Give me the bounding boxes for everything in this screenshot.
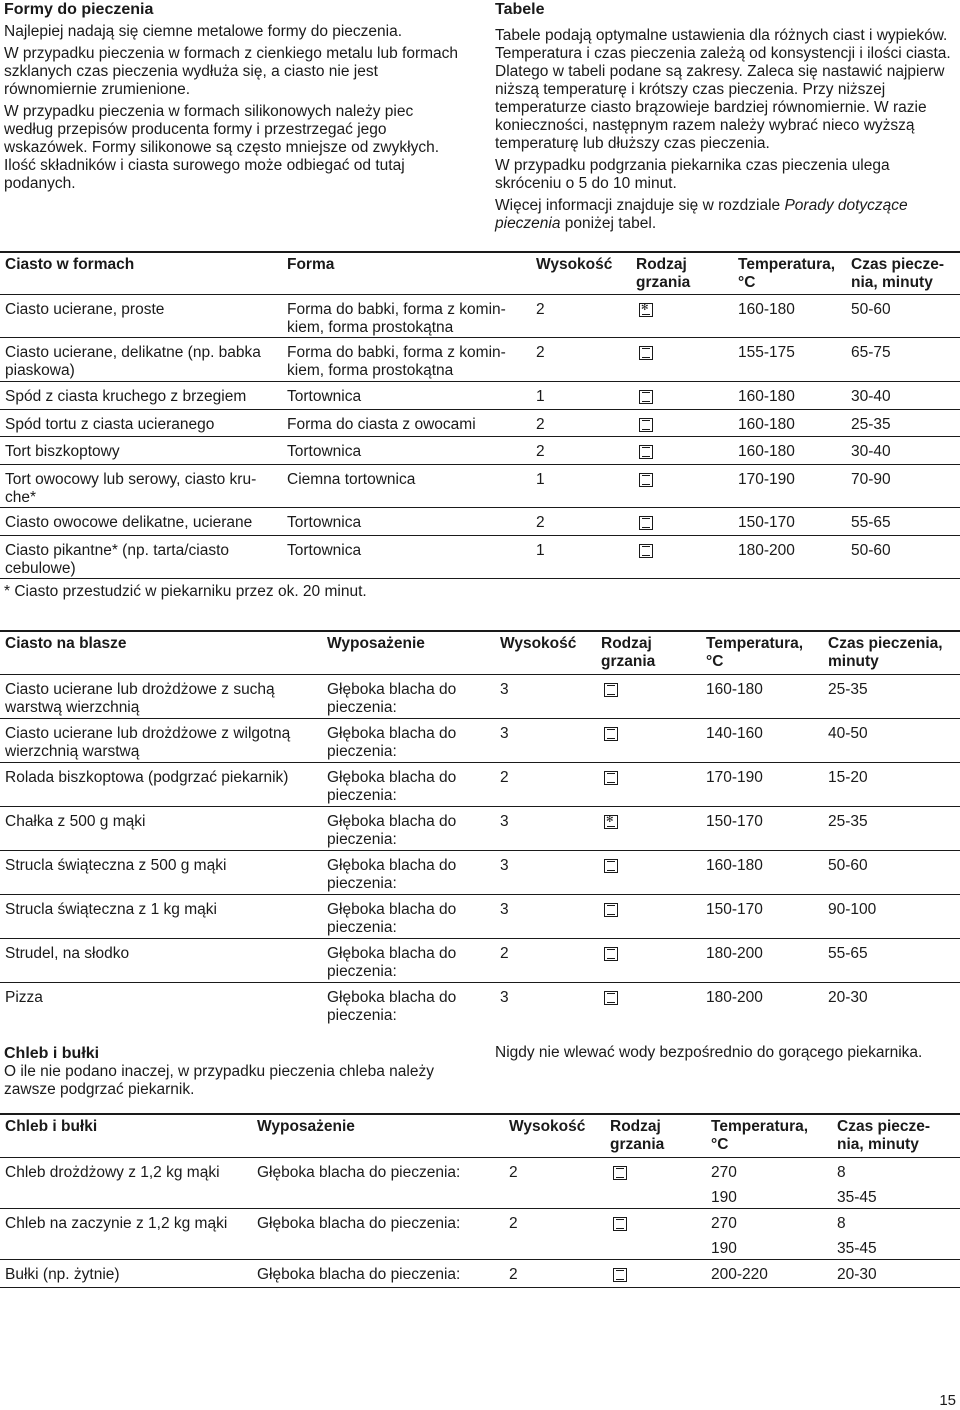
row-temperature: 140-160 — [706, 725, 763, 742]
row-time: 20-30 — [828, 989, 868, 1006]
row-level: 2 — [536, 344, 545, 361]
row-equipment: Głęboka blacha do pieczenia: — [257, 1266, 461, 1283]
row-name: Chałka z 500 g mąki — [5, 813, 146, 830]
table-rule — [0, 762, 960, 763]
column-header: Czas pieczenia, minuty — [828, 635, 943, 670]
column-header: Rodzaj grzania — [601, 635, 656, 670]
row-temperature: 190 — [711, 1189, 737, 1206]
column-header: Temperatura, °C — [738, 256, 836, 291]
warning-note: Nigdy nie wlewać wody bezpośrednio do gorącego piekarnika. — [495, 1044, 923, 1061]
row-temperature: 180-200 — [706, 989, 763, 1006]
row-level: 3 — [500, 725, 509, 742]
row-equipment: Głęboka blacha do pieczenia: — [327, 901, 457, 936]
column-header: Forma — [287, 256, 335, 273]
row-equipment: Tortownica — [287, 542, 362, 559]
row-level: 2 — [500, 945, 509, 962]
row-equipment: Forma do ciasta z owocami — [287, 416, 476, 433]
row-time: 15-20 — [828, 769, 868, 786]
row-level: 3 — [500, 901, 509, 918]
table-rule — [0, 718, 960, 719]
top-bottom-heat-icon — [639, 346, 653, 360]
table-rule — [0, 294, 960, 295]
row-name: Ciasto pikantne* (np. tarta/ciasto cebulowe) — [5, 542, 230, 577]
table-rule — [0, 982, 960, 983]
table-rule — [0, 1287, 960, 1288]
row-level: 3 — [500, 681, 509, 698]
paragraph: W przypadku podgrzania piekarnika czas pieczenia ulega skróceniu o 5 do 10 minut. — [495, 157, 890, 192]
hot-air-icon — [604, 815, 618, 829]
row-temperature: 190 — [711, 1240, 737, 1257]
table-rule — [0, 337, 960, 338]
top-bottom-heat-icon — [604, 903, 618, 917]
row-time: 25-35 — [851, 416, 891, 433]
row-name: Ciasto ucierane, proste — [5, 301, 165, 318]
table-rule — [0, 436, 960, 437]
baking-tins-section — [4, 0, 466, 193]
row-time: 35-45 — [837, 1189, 877, 1206]
row-time: 55-65 — [851, 514, 891, 531]
section-title: Chleb i bułki — [4, 1045, 100, 1062]
row-temperature: 160-180 — [738, 416, 795, 433]
section-title: Formy do pieczenia — [4, 1, 154, 18]
row-level: 3 — [500, 813, 509, 830]
row-temperature: 270 — [711, 1164, 737, 1181]
row-equipment: Głęboka blacha do pieczenia: — [327, 725, 457, 760]
table-rule — [0, 850, 960, 851]
row-temperature: 150-170 — [706, 813, 763, 830]
table-rule — [0, 806, 960, 807]
row-temperature: 180-200 — [738, 542, 795, 559]
row-level: 2 — [536, 416, 545, 433]
row-time: 40-50 — [828, 725, 868, 742]
row-name: Strucla świąteczna z 500 g mąki — [5, 857, 227, 874]
column-header: Czas piecze-nia, minuty — [851, 256, 945, 291]
row-level: 3 — [500, 857, 509, 874]
table-rule — [0, 578, 960, 579]
row-time: 25-35 — [828, 813, 868, 830]
row-name: Strudel, na słodko — [5, 945, 130, 962]
row-time: 90-100 — [828, 901, 877, 918]
row-temperature: 170-190 — [706, 769, 763, 786]
paragraph: W przypadku pieczenia w formach silikonowych należy piec według przepisów producenta formy i przestrzegać jego wskazówek. Formy silikonowe są często mniejsze od zwykłych. Ilość składników i ciasta surowego może odbiegać od tutaj podanych. — [4, 103, 439, 192]
row-time: 8 — [837, 1215, 846, 1232]
table-rule — [0, 409, 960, 410]
column-header: Ciasto w formach — [5, 256, 135, 273]
row-name: Tort biszkoptowy — [5, 443, 120, 460]
row-name: Chleb drożdżowy z 1,2 kg mąki — [5, 1164, 220, 1181]
table-rule — [0, 535, 960, 536]
row-equipment: Głęboka blacha do pieczenia: — [257, 1215, 461, 1232]
row-equipment: Tortownica — [287, 514, 362, 531]
row-level: 1 — [536, 388, 545, 405]
row-name: Ciasto ucierane, delikatne (np. babka piaskowa) — [5, 344, 261, 379]
row-level: 2 — [536, 514, 545, 531]
tables-section — [495, 0, 957, 233]
row-time: 65-75 — [851, 344, 891, 361]
row-level: 3 — [500, 989, 509, 1006]
row-time: 55-65 — [828, 945, 868, 962]
row-temperature: 150-170 — [738, 514, 795, 531]
top-bottom-heat-icon — [639, 516, 653, 530]
row-time: 70-90 — [851, 471, 891, 488]
top-bottom-heat-icon — [639, 544, 653, 558]
row-level: 1 — [536, 471, 545, 488]
top-bottom-heat-icon — [604, 727, 618, 741]
row-equipment: Głęboka blacha do pieczenia: — [327, 945, 457, 980]
table-rule — [0, 674, 960, 675]
row-temperature: 160-180 — [738, 388, 795, 405]
row-equipment: Głęboka blacha do pieczenia: — [327, 769, 457, 804]
row-temperature: 150-170 — [706, 901, 763, 918]
top-bottom-heat-icon — [604, 771, 618, 785]
table-rule — [0, 894, 960, 895]
paragraph: Tabele podają optymalne ustawienia dla różnych ciast i wypieków. Temperatura i czas pieczenia zależą od konsystencji i ilości ciasta. Dlatego w tabeli podane są zakresy. Zaleca się nastawić najpierw niższą temperaturę i krótszy czas pieczenia. Przy niższej temperaturze ciasto brązowieje bardziej równomiernie. W razie konieczności, następnym razem należy wybrać nieco wyższą temperaturę lub dłuższy czas pieczenia. — [495, 27, 951, 152]
section-title: Tabele — [495, 1, 545, 18]
row-name: Ciasto ucierane lub drożdżowe z suchą warstwą wierzchnią — [5, 681, 275, 716]
paragraph: Najlepiej nadają się ciemne metalowe formy do pieczenia. — [4, 23, 403, 40]
column-header: Chleb i bułki — [5, 1118, 98, 1135]
column-header: Wysokość — [536, 256, 613, 273]
column-header: Wysokość — [509, 1118, 586, 1135]
row-time: 35-45 — [837, 1240, 877, 1257]
row-time: 50-60 — [851, 301, 891, 318]
row-name: Spód tortu z ciasta ucieranego — [5, 416, 215, 433]
top-bottom-heat-icon — [604, 683, 618, 697]
column-header: Wyposażenie — [327, 635, 425, 652]
row-name: Ciasto owocowe delikatne, ucierane — [5, 514, 253, 531]
page-number: 15 — [939, 1392, 956, 1409]
row-equipment: Tortownica — [287, 443, 362, 460]
table-footnote: * Ciasto przestudzić w piekarniku przez ok. 20 minut. — [4, 583, 367, 600]
table-rule — [0, 251, 960, 253]
paragraph: Więcej informacji znajduje się w rozdziale Porady dotyczące pieczenia poniżej tabel. — [495, 197, 908, 232]
table-rule — [0, 630, 960, 632]
column-header: Temperatura, °C — [706, 635, 804, 670]
row-equipment: Głęboka blacha do pieczenia: — [327, 813, 457, 848]
row-level: 2 — [509, 1164, 518, 1181]
row-time: 30-40 — [851, 443, 891, 460]
row-name: Chleb na zaczynie z 1,2 kg mąki — [5, 1215, 228, 1232]
table-rule — [0, 1113, 960, 1115]
top-bottom-heat-icon — [604, 947, 618, 961]
top-bottom-heat-icon — [613, 1268, 627, 1282]
row-name: Ciasto ucierane lub drożdżowe z wilgotną wierzchnią warstwą — [5, 725, 291, 760]
row-equipment: Głęboka blacha do pieczenia: — [257, 1164, 461, 1181]
row-equipment: Głęboka blacha do pieczenia: — [327, 989, 457, 1024]
table-rule — [0, 938, 960, 939]
row-temperature: 160-180 — [706, 857, 763, 874]
column-header: Wysokość — [500, 635, 577, 652]
table-rule — [0, 381, 960, 382]
row-time: 8 — [837, 1164, 846, 1181]
row-level: 2 — [509, 1215, 518, 1232]
row-time: 30-40 — [851, 388, 891, 405]
row-level: 2 — [509, 1266, 518, 1283]
bread-section — [4, 1044, 474, 1099]
column-header: Rodzaj grzania — [610, 1118, 665, 1153]
paragraph: O ile nie podano inaczej, w przypadku pieczenia chleba należy zawsze podgrzać piekarnik. — [4, 1063, 434, 1098]
table-rule — [0, 1157, 960, 1158]
row-equipment: Forma do babki, forma z komin-kiem, forma prostokątna — [287, 301, 506, 336]
top-bottom-heat-icon — [613, 1217, 627, 1231]
hot-air-icon — [639, 303, 653, 317]
row-time: 20-30 — [837, 1266, 877, 1283]
row-time: 50-60 — [851, 542, 891, 559]
row-equipment: Forma do babki, forma z komin-kiem, forma prostokątna — [287, 344, 506, 379]
top-bottom-heat-icon — [639, 445, 653, 459]
top-bottom-heat-icon — [613, 1166, 627, 1180]
row-time: 25-35 — [828, 681, 868, 698]
top-bottom-heat-icon — [604, 991, 618, 1005]
row-temperature: 160-180 — [706, 681, 763, 698]
row-temperature: 270 — [711, 1215, 737, 1232]
row-equipment: Głęboka blacha do pieczenia: — [327, 857, 457, 892]
top-bottom-heat-icon — [639, 418, 653, 432]
row-temperature: 180-200 — [706, 945, 763, 962]
row-name: Spód z ciasta kruchego z brzegiem — [5, 388, 247, 405]
column-header: Czas piecze-nia, minuty — [837, 1118, 931, 1153]
row-temperature: 200-220 — [711, 1266, 768, 1283]
row-equipment: Głęboka blacha do pieczenia: — [327, 681, 457, 716]
column-header: Wyposażenie — [257, 1118, 355, 1135]
row-equipment: Ciemna tortownica — [287, 471, 416, 488]
top-bottom-heat-icon — [639, 473, 653, 487]
row-name: Rolada biszkoptowa (podgrzać piekarnik) — [5, 769, 289, 786]
row-temperature: 160-180 — [738, 301, 795, 318]
table-rule — [0, 507, 960, 508]
table-rule — [0, 1208, 960, 1209]
row-equipment: Tortownica — [287, 388, 362, 405]
column-header: Temperatura, °C — [711, 1118, 809, 1153]
row-temperature: 160-180 — [738, 443, 795, 460]
table-rule — [0, 1259, 960, 1260]
top-bottom-heat-icon — [639, 390, 653, 404]
paragraph: W przypadku pieczenia w formach z cienkiego metalu lub formach szklanych czas pieczenia wydłuża się, a ciasto nie jest równomiernie zrumienione. — [4, 45, 459, 98]
row-time: 50-60 — [828, 857, 868, 874]
row-level: 2 — [536, 443, 545, 460]
row-name: Bułki (np. żytnie) — [5, 1266, 120, 1283]
row-level: 1 — [536, 542, 545, 559]
row-name: Strucla świąteczna z 1 kg mąki — [5, 901, 217, 918]
column-header: Ciasto na blasze — [5, 635, 127, 652]
table-rule — [0, 464, 960, 465]
row-level: 2 — [536, 301, 545, 318]
row-temperature: 170-190 — [738, 471, 795, 488]
row-level: 2 — [500, 769, 509, 786]
column-header: Rodzaj grzania — [636, 256, 691, 291]
row-name: Tort owocowy lub serowy, ciasto kru-che* — [5, 471, 257, 506]
row-name: Pizza — [5, 989, 43, 1006]
row-temperature: 155-175 — [738, 344, 795, 361]
top-bottom-heat-icon — [604, 859, 618, 873]
